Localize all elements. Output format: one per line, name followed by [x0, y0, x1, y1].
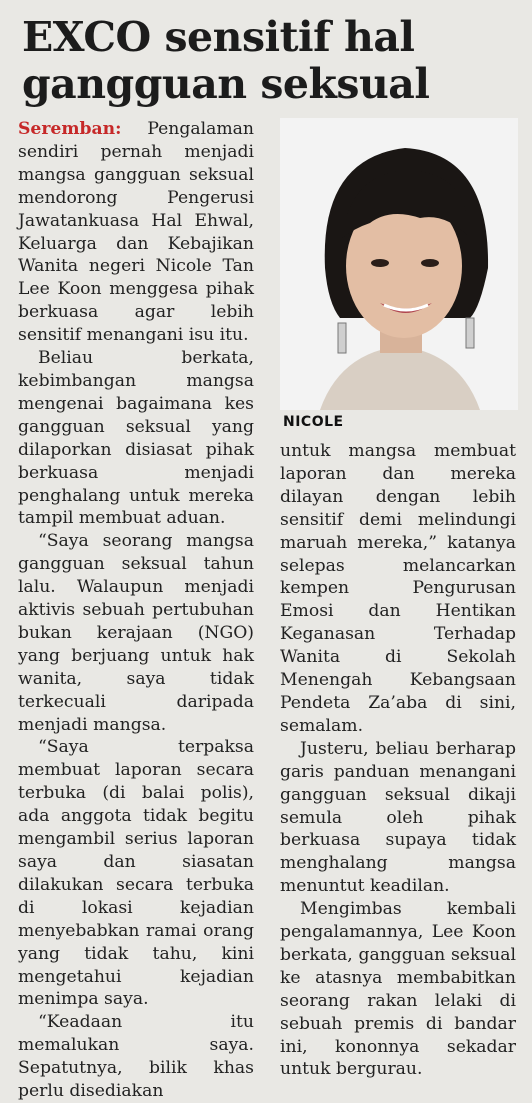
body-paragraph: “Saya seorang mangsa gangguan seksual tahun lalu. Walaupun menjadi aktivis sebuah pertubuhan bukan kerajaan (NGO) yang berjuang untuk hak wanita, saya tidak terkecuali daripada menjadi mangsa.: [18, 531, 254, 735]
headline-line-2: gangguan seksual: [22, 60, 430, 108]
portrait-illustration: [280, 118, 518, 410]
right-column: [280, 440, 516, 1081]
headline-line-1: EXCO sensitif hal: [22, 13, 415, 61]
lead-paragraph: [18, 118, 254, 347]
portrait-photo: [280, 118, 518, 410]
left-column: [18, 118, 254, 1103]
dateline: Seremban:: [18, 119, 122, 139]
lead-paragraph-text: Pengalaman sendiri pernah menjadi mangsa gangguan seksual mendorong Pengerusi Jawatankuasa Hal Ehwal, Keluarga dan Kebajikan Wanita negeri Nicole Tan Lee Koon menggesa pihak berkuasa agar lebih sensitif menangani isu itu.: [18, 119, 254, 346]
continuation-paragraph: untuk mangsa membuat laporan dan mereka dilayan dengan lebih sensitif demi melindungi maruah mereka,” katanya selepas melancarkan kempen Pengurusan Emosi dan Hentikan Keganasan Terhadap Wanita di Sekolah Menengah Kebangsaan Pendeta Za’aba di sini, semalam.: [280, 441, 516, 736]
body-paragraph: Mengimbas kembali pengalamannya, Lee Koon berkata, gangguan seksual ke atasnya membabitkan seorang rakan lelaki di sebuah premis di bandar ini, kononnya sekadar untuk bergurau.: [280, 899, 516, 1080]
body-paragraph: “Keadaan itu memalukan saya. Sepatutnya, bilik khas perlu disediakan: [18, 1012, 254, 1102]
body-paragraph: “Saya terpaksa membuat laporan secara terbuka (di balai polis), ada anggota tidak begitu mengambil serius laporan saya dan siasatan dilakukan secara terbuka di lokasi kejadian menyebabkan ramai orang yang tidak tahu, kini mengetahui kejadian menimpa saya.: [18, 737, 254, 1010]
photo-caption: NICOLE: [283, 414, 344, 430]
body-paragraph: Beliau berkata, kebimbangan mangsa mengenai bagaimana kes gangguan seksual yang dilaporkan disiasat pihak berkuasa menjadi penghalang untuk mereka tampil membuat aduan.: [18, 348, 254, 529]
body-paragraph: Justeru, beliau berharap garis panduan menangani gangguan seksual dikaji semula oleh pihak berkuasa supaya tidak menghalang mangsa menuntut keadilan.: [280, 738, 516, 897]
headline: [22, 14, 522, 108]
